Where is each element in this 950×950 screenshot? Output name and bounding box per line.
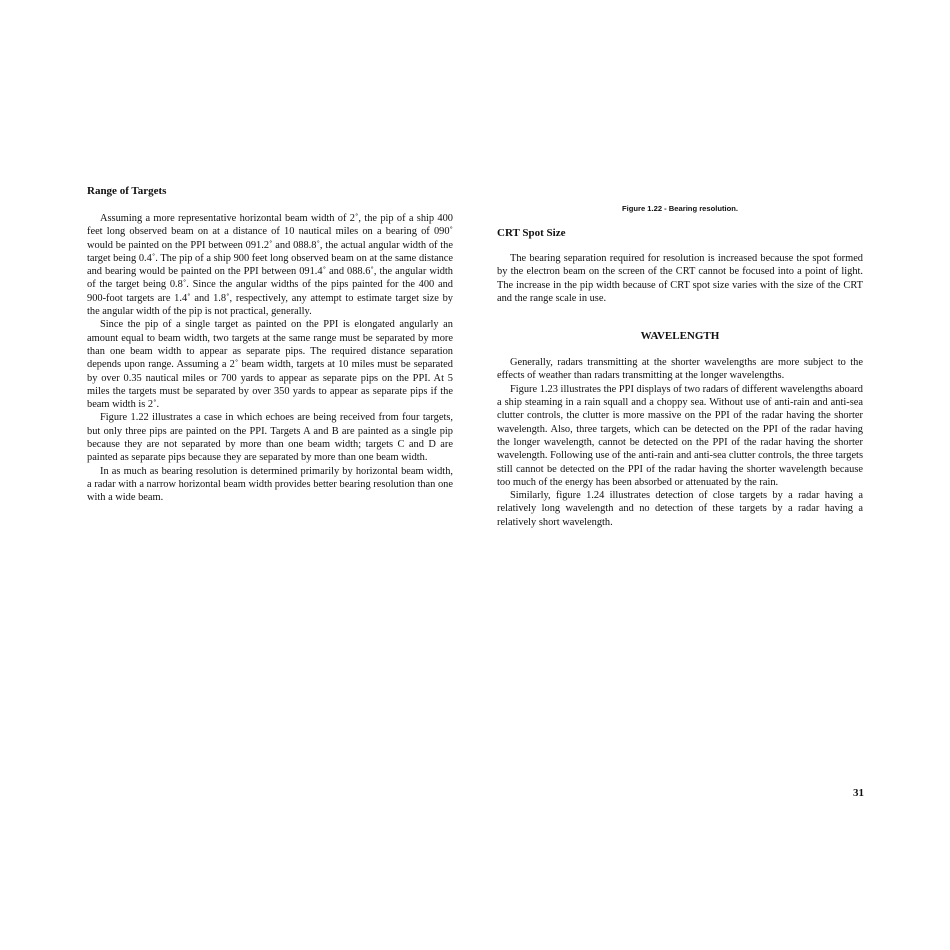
paragraph: Generally, radars transmitting at the shorter wavelengths are more subject to the effects of weather than radars transmitting at the longer wavelengths.: [497, 357, 863, 382]
section-heading-crt-spot-size: CRT Spot Size: [497, 227, 566, 239]
paragraph: In as much as bearing resolution is determined primarily by horizontal beam width, a radar with a narrow horizontal beam width provides better bearing resolution than one with a wide beam.: [87, 465, 453, 504]
paragraph: The bearing separation required for resolution is increased because the spot formed by the electron beam on the screen of the CRT cannot be focused into a point of light. The increase in the pip width because of CRT spot size varies with the size of the CRT and the range scale in use.: [497, 253, 863, 304]
paragraph: Assuming a more representative horizontal beam width of 2˚, the pip of a ship 400 feet long observed beam on at a distance of 10 nautical miles on a bearing of 090˚ would be painted on the PPI between 091.2˚ and 088.8˚, the actual angular width of the target being 0.4˚. The pip of a ship 900 feet long observed beam on at the same distance and bearing would be painted on the PPI between 091.4˚ and 088.6˚, the angular width of the target being 0.8˚. Since the angular widths of the pips painted for the 400 and 900-foot targets are 1.4˚ and 1.8˚, respectively, any attempt to estimate target size by the angular width of the pip is not practical, generally.: [87, 213, 453, 318]
right-column: [497, 204, 863, 529]
figure-caption: Figure 1.22 - Bearing resolution.: [621, 204, 739, 213]
page-number: 31: [853, 787, 864, 799]
section-heading-range-of-targets: Range of Targets: [87, 185, 167, 197]
section-heading-wavelength: WAVELENGTH: [640, 330, 720, 343]
paragraph: Figure 1.22 illustrates a case in which echoes are being received from four targets, but only three pips are painted on the PPI. Targets A and B are painted as a single pip because they are not separated by more than one beam width; targets C and D are painted as separate pips because they are separated by more than one beam width.: [87, 412, 453, 464]
left-column: [87, 184, 453, 505]
paragraph: Similarly, figure 1.24 illustrates detection of close targets by a radar having a relatively long wavelength and no detection of these targets by a radar having a relatively short wavelength.: [497, 490, 863, 528]
paragraph: Since the pip of a single target as painted on the PPI is elongated angularly an amount equal to beam width, two targets at the same range must be separated by more than one beam width to appear as separate pips. The required distance separation depends upon range. Assuming a 2˚ beam width, targets at 10 miles must be separated by over 0.35 nautical miles or 700 yards to appear as separate pips on the PPI. At 5 miles the targets must be separated by over 350 yards to appear as separate pips if the beam width is 2˚.: [87, 319, 453, 411]
paragraph: Figure 1.23 illustrates the PPI displays of two radars of different wavelengths aboard a ship steaming in a rain squall and a choppy sea. Without use of anti-rain and anti-sea clutter controls, the clutter is more massive on the PPI of the radar having the shorter wavelength. Also, three targets, which can be detected on the PPI of the radar having the longer wavelength, cannot be detected on the PPI of the radar having the shorter wavelength. Following use of the anti-rain and anti-sea clutter controls, the three targets still cannot be detected on the PPI of the radar having the shorter wavelength because too much of the energy has been absorbed or attenuated by the rain.: [497, 383, 863, 488]
